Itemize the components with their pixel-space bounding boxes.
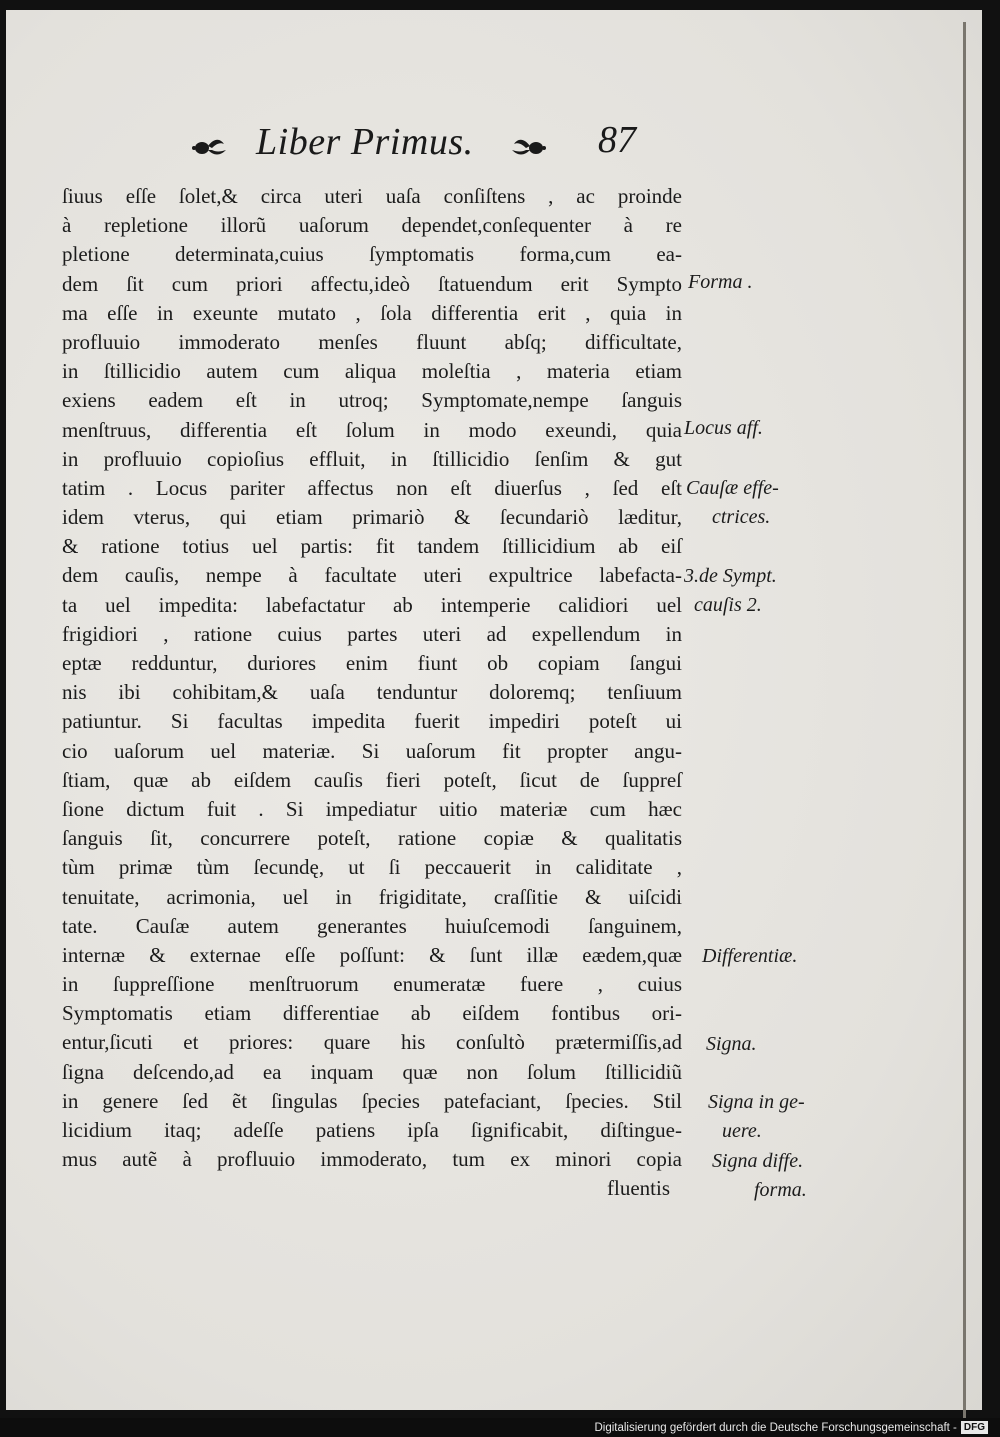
- text-line: in profluuio copioſius effluit, in ſtillicidio ſenſim & gut: [62, 446, 682, 471]
- text-line: licidium itaq; adeſſe patiens ipſa ſignificabit, diſtingue-: [62, 1118, 682, 1142]
- margin-note-causae: Cauſæ effe-: [686, 477, 779, 499]
- margin-note-causae-cont: ctrices.: [712, 506, 771, 528]
- text-line: internæ & externae eſſe poſſunt: & ſunt illæ eædem,quæ: [62, 942, 682, 967]
- text-line: tate. Cauſæ autem generantes huiuſcemodi ſanguinem,: [62, 913, 682, 938]
- page-header: [190, 118, 660, 174]
- text-line: exiens eadem eſt in utroq; Symptomate,nempe ſanguis: [62, 388, 682, 413]
- text-line: ta uel impedita: labefactatur ab intemperie calidiori uel: [62, 592, 682, 617]
- text-line: tùm primæ tùm ſecundę, ut ſi peccauerit in caliditate ,: [62, 855, 682, 880]
- margin-note-forma: Forma .: [688, 271, 753, 293]
- text-line: in ſtillicidio autem cum aliqua moleſtia , materia etiam: [62, 359, 682, 384]
- text-line: ſiuus eſſe ſolet,& circa uteri uaſa conſiſtens , ac proinde: [62, 184, 682, 208]
- text-line: cio uaſorum uel materiæ. Si uaſorum fit propter angu-: [62, 738, 682, 763]
- text-line: Symptomatis etiam differentiae ab eiſdem fontibus ori-: [62, 1001, 682, 1026]
- margin-note-sympt: 3.de Sympt.: [684, 565, 777, 587]
- margin-note-signa: Signa.: [706, 1033, 757, 1055]
- text-line: frigidiori , ratione cuius partes uteri ad expellendum in: [62, 621, 682, 646]
- margin-note-sympt-cont: cauſis 2.: [694, 594, 762, 616]
- margin-note-locus: Locus aff.: [684, 417, 763, 439]
- text-line: in ſuppreſſione menſtruorum enumeratæ fuere , cuius: [62, 972, 682, 997]
- text-line: & ratione totius uel partis: fit tandem ſtillicidium ab eiſ: [62, 534, 682, 559]
- running-title: Liber Primus.: [256, 121, 474, 163]
- margin-note-differentiae: Differentiæ.: [702, 945, 798, 967]
- text-line: à repletione illorũ uaſorum dependet,conſequenter à re: [62, 213, 682, 238]
- fleuron-right-icon: [508, 132, 548, 160]
- text-line: tenuitate, acrimonia, uel in frigiditate, craſſitie & uiſcidi: [62, 884, 682, 909]
- text-line: patiuntur. Si facultas impedita fuerit impediri poteſt ui: [62, 709, 682, 734]
- text-line: entur,ſicuti et priores: quare his conſultò prætermiſſis,ad: [62, 1030, 682, 1055]
- text-line: in genere ſed ẽt ſingulas ſpecies patefaciant, ſpecies. Stil: [62, 1088, 682, 1113]
- margin-note-signa-genere-cont: uere.: [722, 1120, 762, 1142]
- text-line: ſtiam, quæ ab eiſdem cauſis fieri poteſt, ſicut de ſuppreſ: [62, 767, 682, 792]
- page-edge-shadow: [963, 22, 966, 1418]
- text-line: mus autẽ à profluuio immoderato, tum ex minori copia: [62, 1147, 682, 1172]
- text-line: profluuio immoderato menſes fluunt abſq; difficultate,: [62, 329, 682, 354]
- text-line: ſanguis ſit, concurrere poteſt, ratione copiæ & qualitatis: [62, 826, 682, 851]
- text-line: nis ibi cohibitam,& uaſa tenduntur doloremq; tenſiuum: [62, 680, 682, 705]
- text-line: dem ſit cum priori affectu,ideò ſtatuendum erit Sympto: [62, 271, 682, 296]
- body-text: [62, 182, 682, 1204]
- margin-note-signa-genere: Signa in ge-: [708, 1091, 805, 1113]
- text-line: dem cauſis, nempe à facultate uteri expultrice labefacta-: [62, 563, 682, 588]
- fleuron-left-icon: [190, 132, 230, 160]
- margin-note-signa-diffe-cont: forma.: [754, 1179, 807, 1201]
- text-line: ſione dictum fuit . Si impediatur uitio materiæ cum hæc: [62, 796, 682, 821]
- catchword: fluentis: [607, 1176, 670, 1201]
- dfg-logo: DFG: [961, 1421, 988, 1434]
- text-line: tatim . Locus pariter affectus non eſt diuerſus , ſed eſt: [62, 475, 682, 500]
- text-line: ma eſſe in exeunte mutato , ſola differentia erit , quia in: [62, 300, 682, 325]
- margin-note-signa-diffe: Signa diffe.: [712, 1150, 804, 1172]
- text-line: eptæ redduntur, duriores enim fiunt ob copiam ſangui: [62, 651, 682, 675]
- text-line: idem vterus, qui etiam primariò & ſecundariò læditur,: [62, 505, 682, 530]
- text-line: menſtruus, differentia eſt ſolum in modo exeundi, quia: [62, 417, 682, 442]
- credit-text: Digitalisierung gefördert durch die Deutsche Forschungsgemeinschaft -: [594, 1421, 957, 1434]
- page-number: 87: [598, 119, 636, 161]
- digitization-credit: [594, 1418, 988, 1437]
- text-line: ſigna deſcendo,ad ea inquam quæ non ſolum ſtillicidiũ: [62, 1059, 682, 1084]
- text-line: pletione determinata,cuius ſymptomatis forma,cum ea-: [62, 242, 682, 267]
